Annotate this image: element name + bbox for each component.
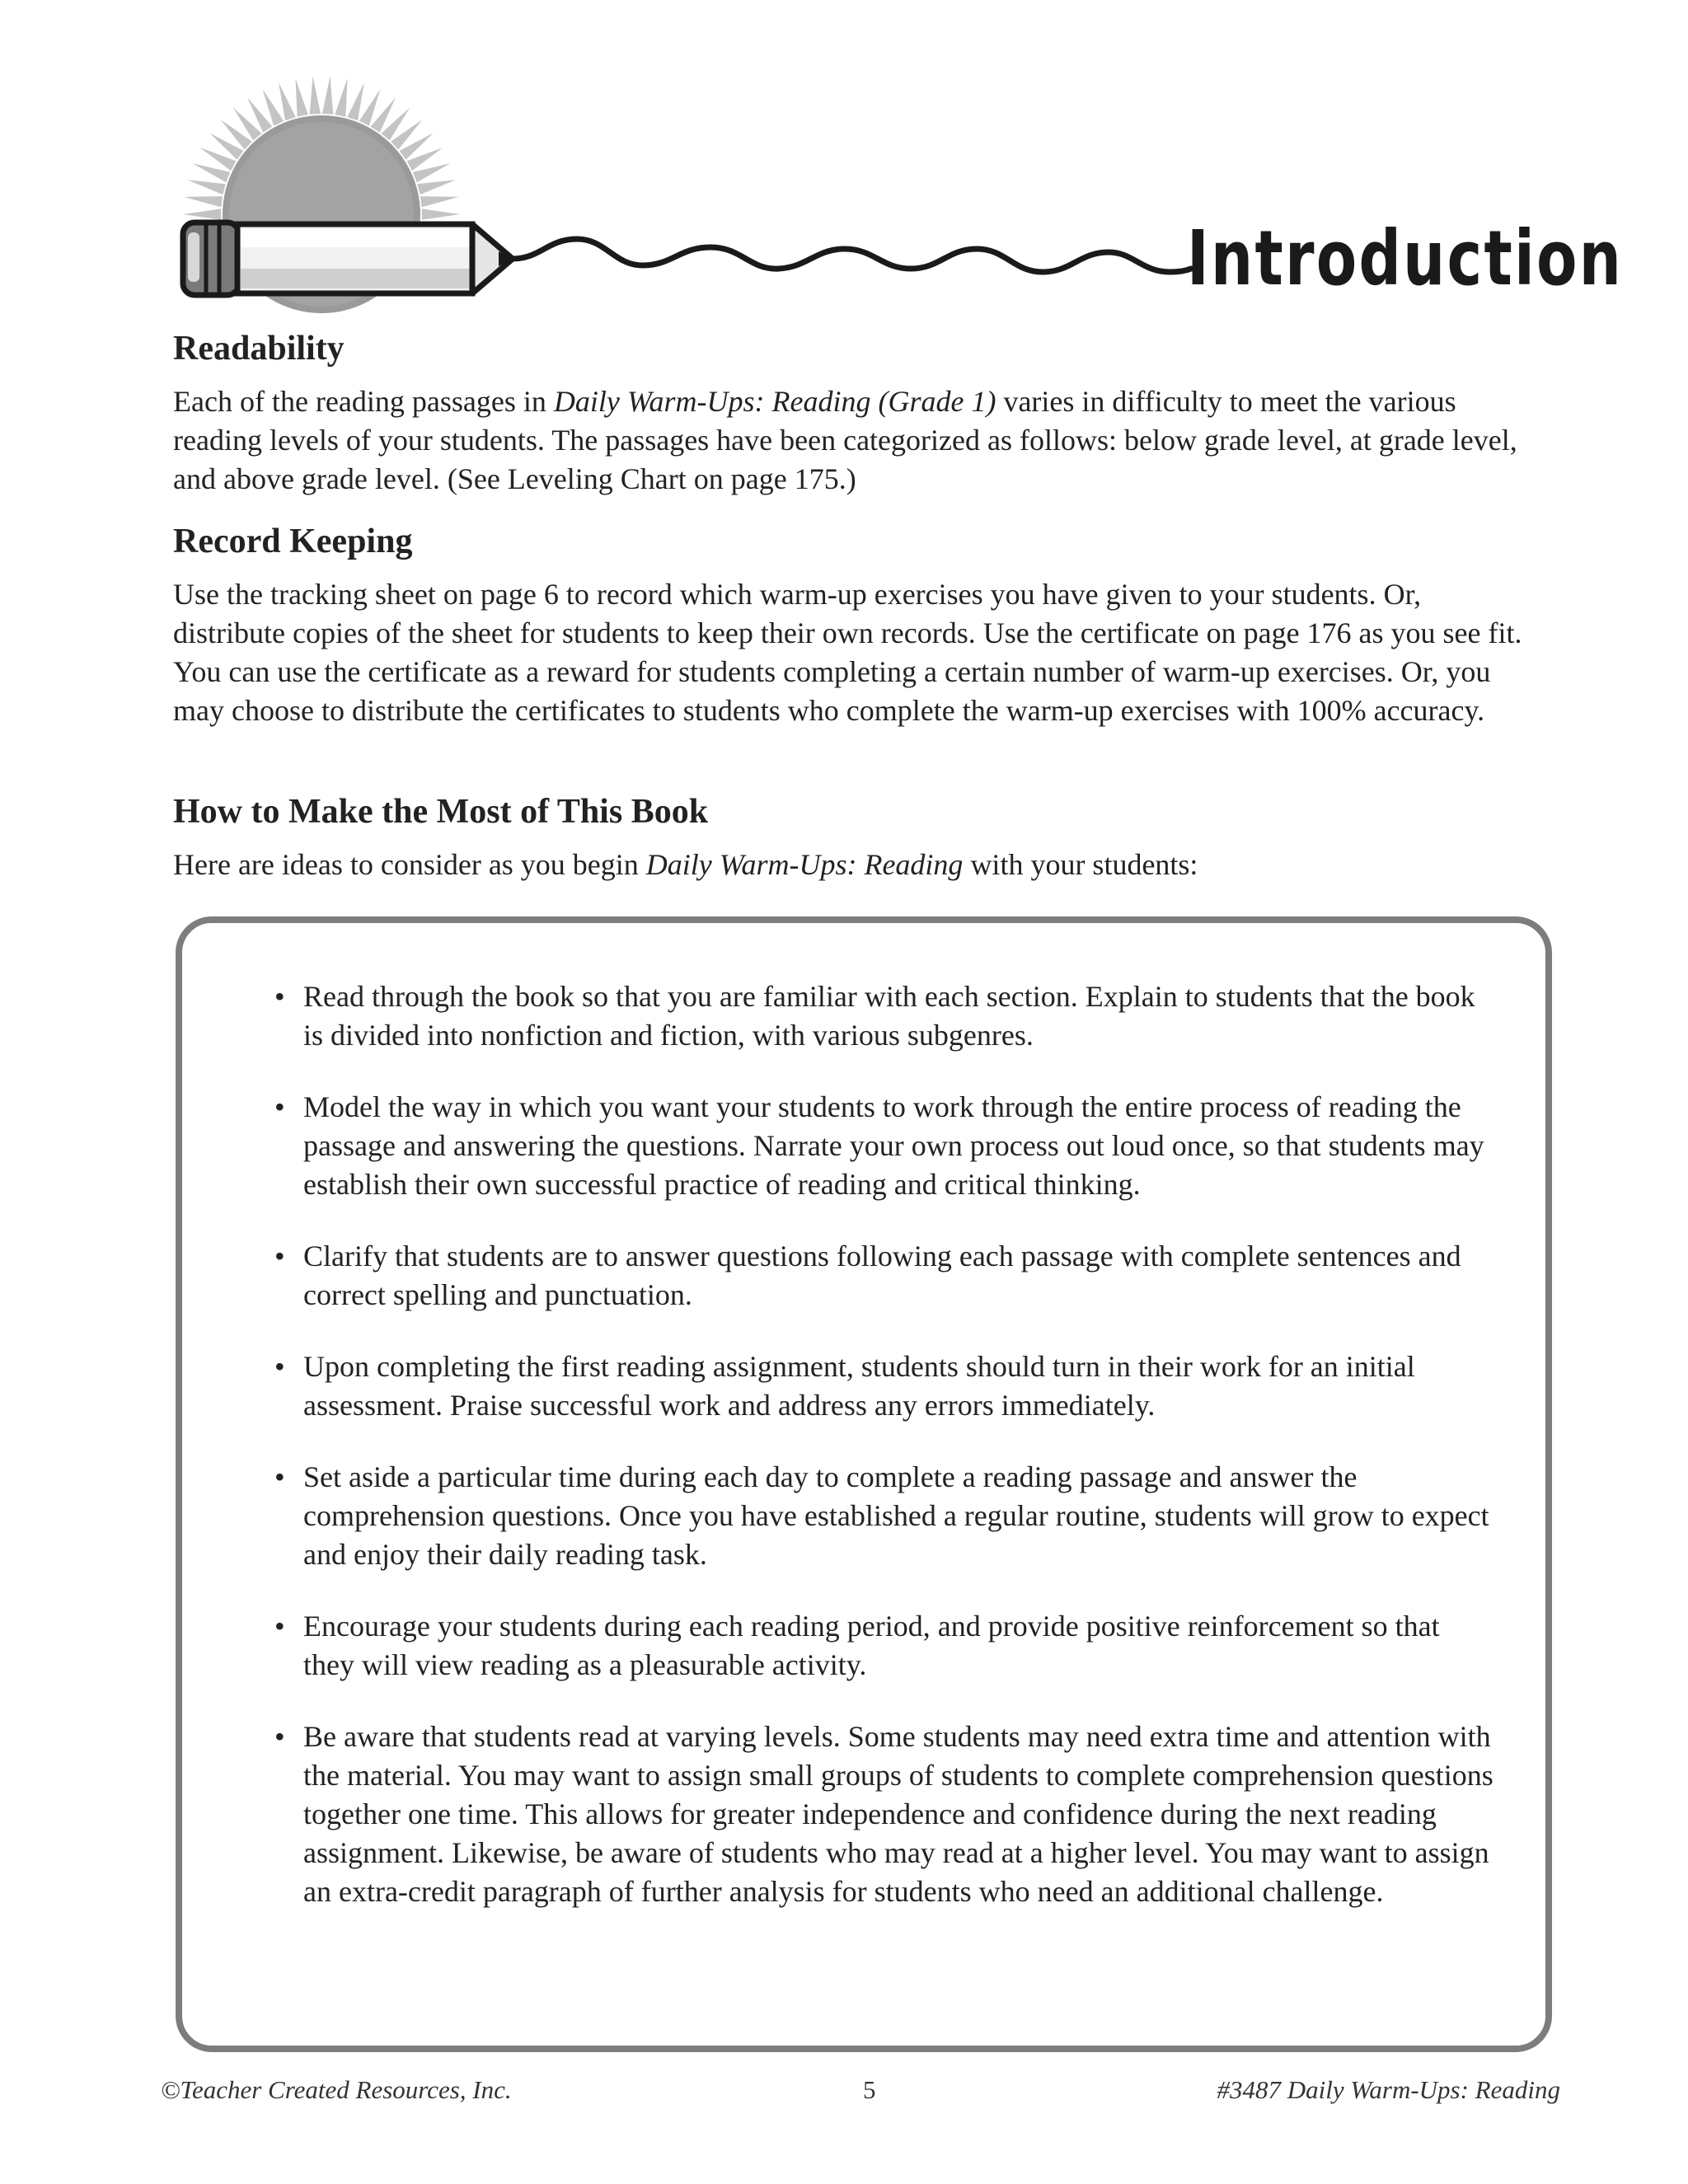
section-readability bbox=[173, 328, 1533, 499]
paragraph-text: Here are ideas to consider as you begin bbox=[173, 848, 646, 882]
list-item bbox=[182, 1458, 1545, 1574]
footer-book-reference: #3487 Daily Warm-Ups: Reading bbox=[1217, 2075, 1560, 2104]
tips-list bbox=[182, 977, 1545, 1944]
section-record-keeping bbox=[173, 521, 1533, 730]
tips-box bbox=[176, 916, 1552, 2052]
bullet-icon: • bbox=[274, 1090, 285, 1123]
tip-text: Read through the book so that you are familiar with each section. Explain to students that the book is divided into nonfiction and fiction, with various subgenres. bbox=[303, 980, 1475, 1052]
tip-text: Clarify that students are to answer questions following each passage with complete sentences and correct spelling and punctuation. bbox=[303, 1240, 1461, 1311]
list-item bbox=[182, 1347, 1545, 1425]
section-paragraph bbox=[173, 846, 1533, 884]
section-heading: Record Keeping bbox=[173, 523, 413, 560]
book-title: Daily Warm-Ups: Reading (Grade 1) bbox=[553, 385, 996, 419]
list-item bbox=[182, 1718, 1545, 1911]
bullet-icon: • bbox=[274, 980, 285, 1013]
tip-text: Set aside a particular time during each day to complete a reading passage and answer the comprehension questions. Once you have established a regular routine, students will grow to expect and enjoy their daily reading task. bbox=[303, 1460, 1489, 1571]
bullet-icon: • bbox=[274, 1240, 285, 1272]
tip-text: Upon completing the first reading assignment, students should turn in their work for an initial assessment. Praise successful work and address any errors immediately. bbox=[303, 1350, 1415, 1422]
pencil-icon bbox=[183, 223, 513, 295]
list-item bbox=[182, 1237, 1545, 1315]
page-footer bbox=[161, 2075, 1560, 2116]
paragraph-text: varies in difficulty to meet the various reading levels of your students. The passages have been categorized as follows: below grade level, at grade level, and above grade level. (See Leveling Chart on page 175.) bbox=[173, 385, 1517, 496]
bullet-icon: • bbox=[274, 1610, 285, 1643]
paragraph-text: with your students: bbox=[963, 848, 1198, 882]
page-title: Introduction bbox=[1187, 214, 1624, 302]
section-heading: Readability bbox=[173, 330, 345, 368]
bullet-icon: • bbox=[274, 1460, 285, 1493]
page-number: 5 bbox=[863, 2075, 876, 2104]
section-heading: How to Make the Most of This Book bbox=[173, 793, 709, 831]
bullet-icon: • bbox=[274, 1720, 285, 1753]
section-paragraph: Use the tracking sheet on page 6 to record which warm-up exercises you have given to your students. Or, distribute copies of the sheet for students to keep their own records. Use the certificate on page 176 as you see fit. You can use the certificate as a reward for students completing a certain number of warm-up exercises. Or, you may choose to distribute the certificates to students who complete the warm-up exercises with 100% accuracy. bbox=[173, 578, 1522, 728]
tip-text: Encourage your students during each reading period, and provide positive reinforcement so that they will view reading as a pleasurable activity. bbox=[303, 1610, 1440, 1681]
tip-text: Model the way in which you want your students to work through the entire process of reading the passage and answering the questions. Narrate your own process out loud once, so that students may establish their own successful practice of reading and critical thinking. bbox=[303, 1090, 1484, 1201]
bullet-icon: • bbox=[274, 1350, 285, 1383]
section-how-to bbox=[173, 791, 1533, 884]
list-item bbox=[182, 977, 1545, 1055]
book-title: Daily Warm-Ups: Reading bbox=[645, 848, 964, 882]
footer-copyright: ©Teacher Created Resources, Inc. bbox=[161, 2075, 512, 2104]
list-item bbox=[182, 1607, 1545, 1685]
tip-text: Be aware that students read at varying levels. Some students may need extra time and attention with the material. You may want to assign small groups of students to complete comprehension questions together one time. This allows for greater independence and confidence during the next reading assignment. Likewise, be aware of students who may read at a higher level. You may want to assign an extra-credit paragraph of further analysis for students who need an additional challenge. bbox=[303, 1720, 1493, 1908]
squiggle-line bbox=[513, 239, 1191, 272]
section-paragraph bbox=[173, 382, 1533, 499]
list-item bbox=[182, 1088, 1545, 1204]
paragraph-text: Each of the reading passages in bbox=[173, 385, 554, 419]
